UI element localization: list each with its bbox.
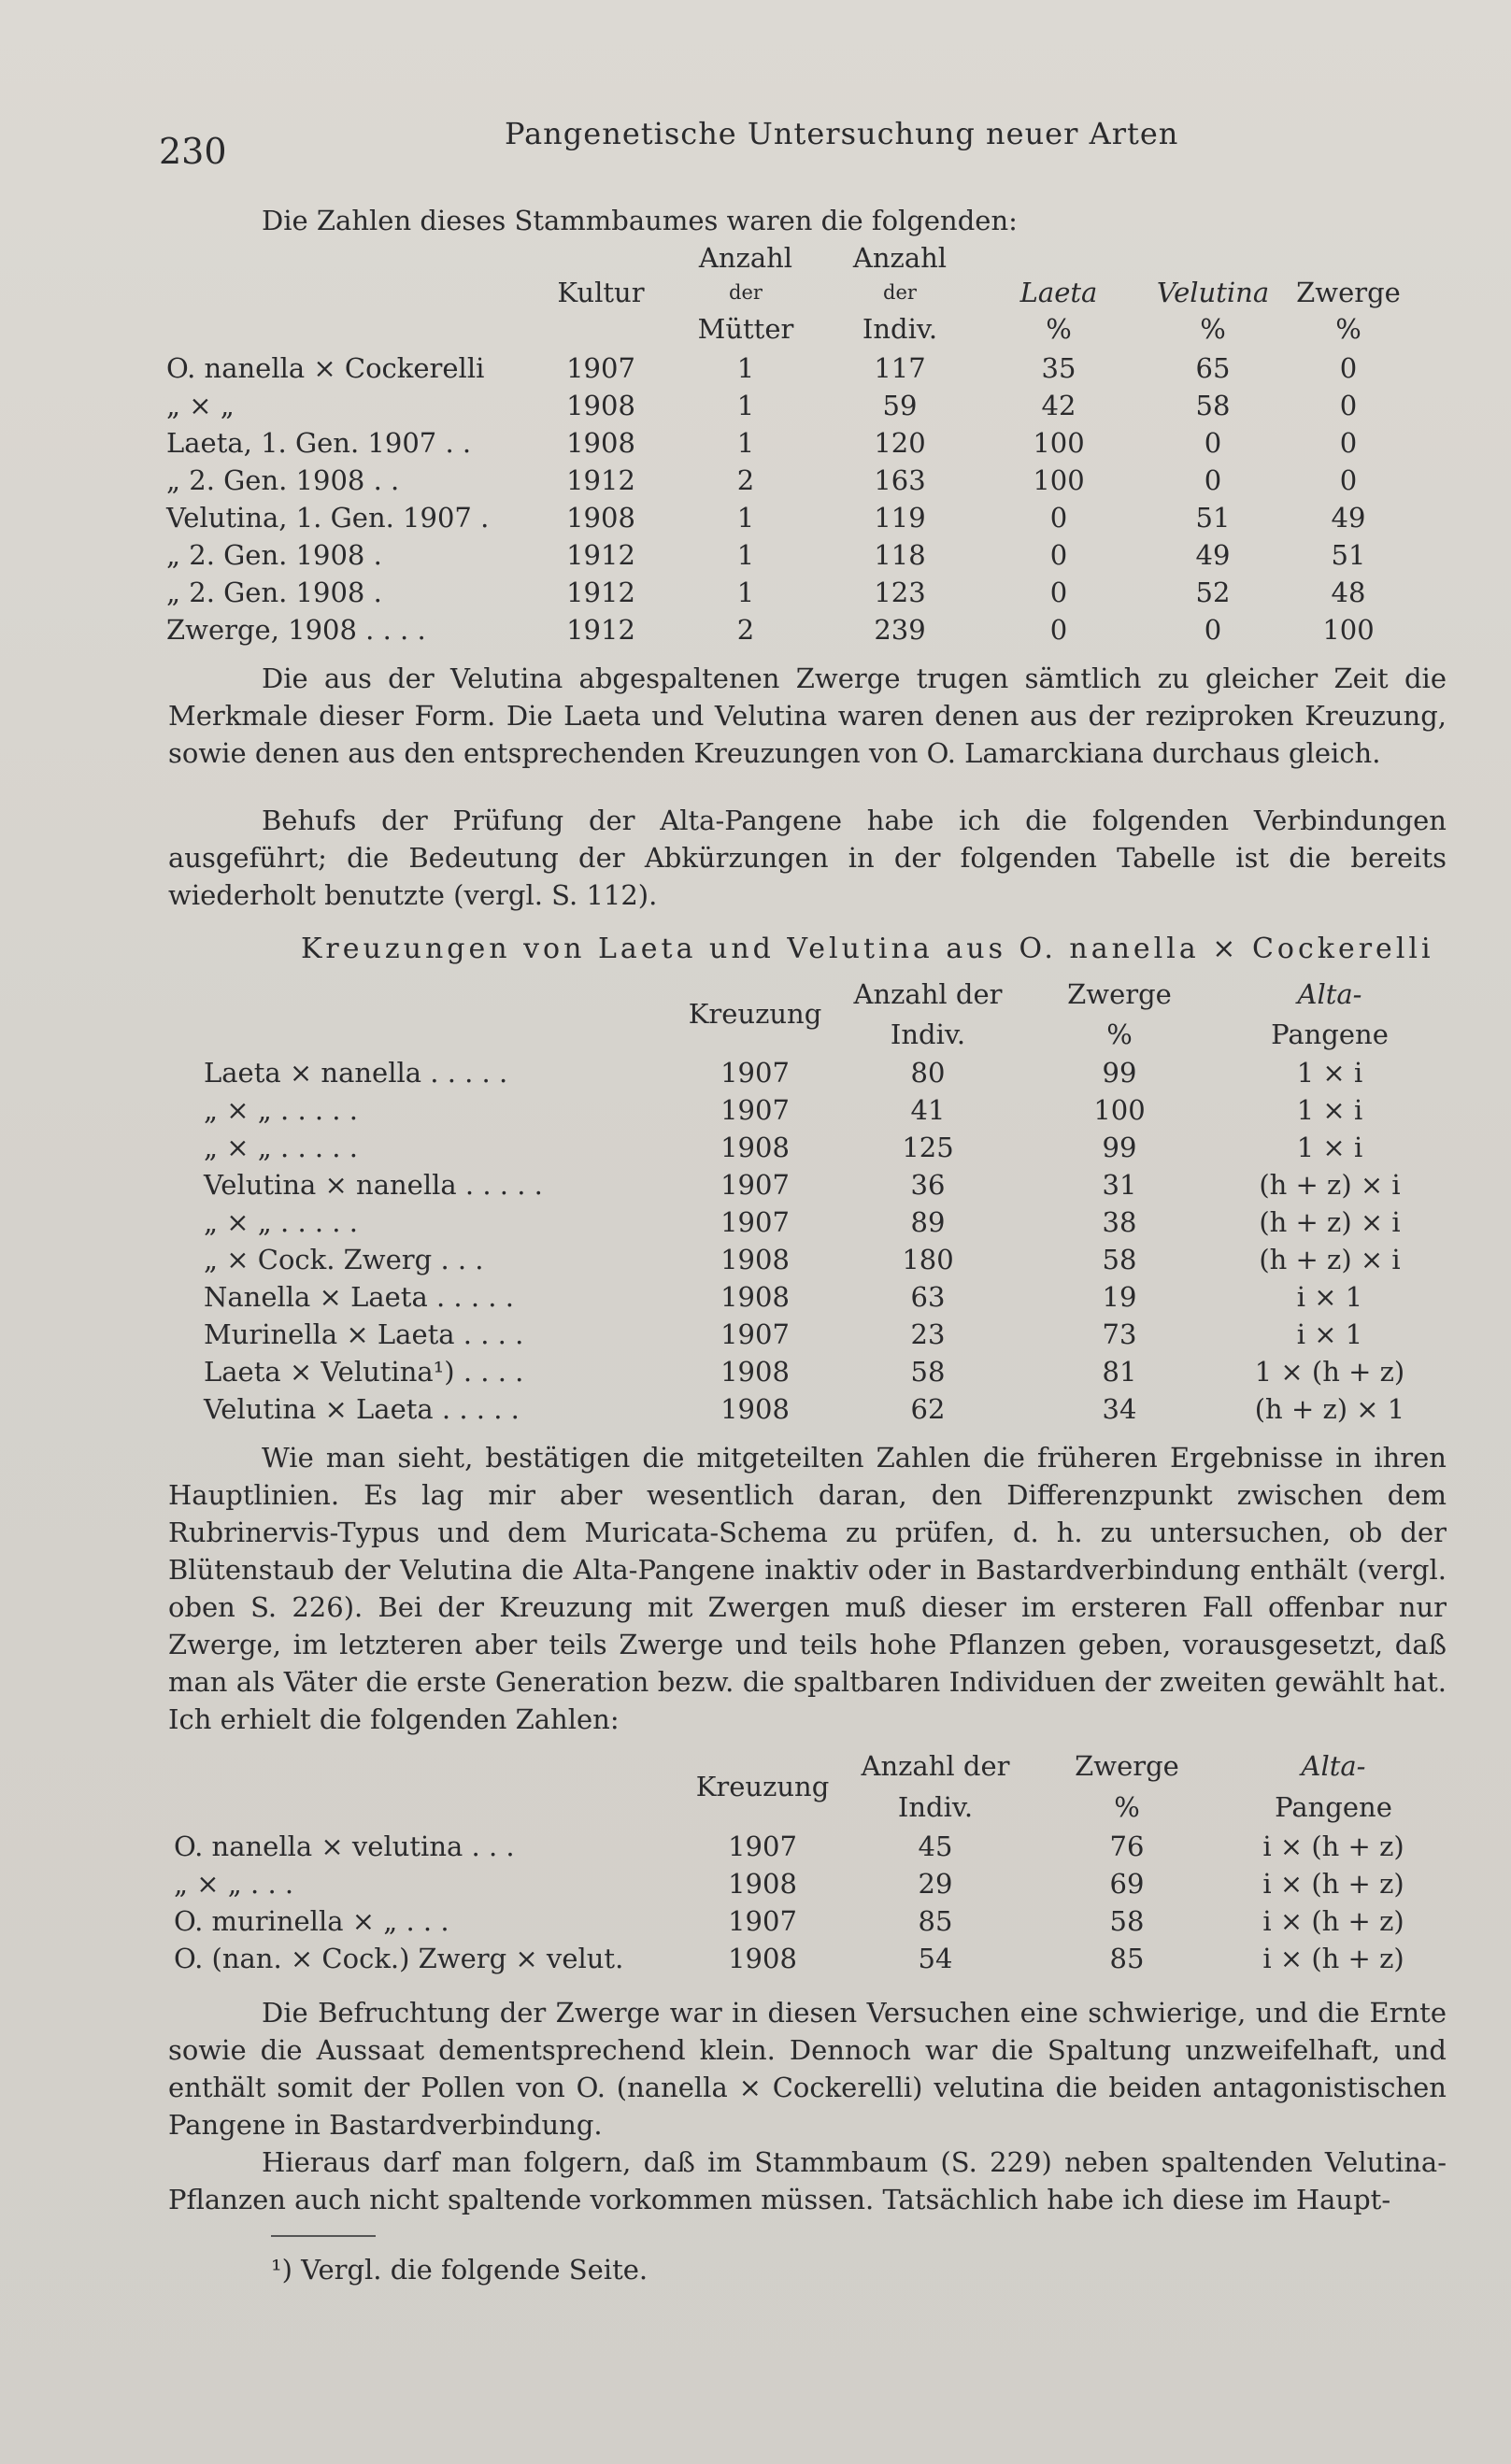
table-cell: i × (h + z) — [1262, 1905, 1404, 1937]
table-cell: 1912 — [566, 539, 635, 571]
footnote: ¹) Vergl. die folgende Seite. — [271, 2254, 649, 2286]
row-label: Laeta × nanella . . . . . — [204, 1057, 508, 1089]
row-label: „ × „ . . . — [174, 1868, 294, 1900]
table-cell: 1908 — [720, 1244, 790, 1275]
row-label: „ × „ . . . . . — [204, 1132, 358, 1163]
table-cell: 85 — [1109, 1943, 1145, 1974]
table-cell: i × (h + z) — [1262, 1868, 1404, 1900]
table-cell: 0 — [1049, 539, 1068, 571]
col-indiv: Indiv. — [862, 313, 938, 345]
row-label: Laeta × Velutina¹) . . . . — [204, 1356, 524, 1388]
col-zwerge: Zwerge — [1075, 1750, 1179, 1782]
table-cell: 1907 — [720, 1206, 790, 1238]
table-cell: 62 — [910, 1393, 946, 1425]
table-cell: 0 — [1339, 427, 1358, 459]
table-cell: 1 × (h + z) — [1254, 1356, 1405, 1388]
row-label: O. nanella × velutina . . . — [174, 1830, 515, 1862]
table-row — [204, 1129, 1447, 1166]
table-row — [204, 1054, 1447, 1091]
table-row — [174, 1940, 1447, 1977]
row-label: Velutina × nanella . . . . . — [204, 1169, 543, 1201]
col-anzahl-muetter-1: Anzahl — [698, 242, 793, 274]
table-row — [204, 1241, 1447, 1278]
table-cell: 59 — [882, 390, 918, 421]
row-label: „ × „ . . . . . — [204, 1206, 358, 1238]
running-title: Pangenetische Untersuchung neuer Arten — [505, 116, 1179, 151]
table-cell: 100 — [1093, 1094, 1146, 1126]
table-cell: 1908 — [728, 1868, 797, 1900]
col-alta: Alta- — [1297, 978, 1362, 1010]
table-cell: (h + z) × 1 — [1254, 1393, 1405, 1425]
table-cell: 35 — [1041, 352, 1076, 384]
row-label: „ 2. Gen. 1908 . — [166, 539, 382, 571]
table-row — [204, 1278, 1447, 1316]
pedigree-table — [166, 239, 1409, 648]
paragraph-3: Wie man sieht, bestätigen die mitgeteilten Zahlen die früheren Ergebnisse in ihren Hauptlinien. Es lag mir aber wesentlich daran, den Differenzpunkt zwischen dem Rubrinervis-Typus und dem Muricata-Schema zu prüfen, d. h. zu untersuchen, ob der Blütenstaub der Velutina die Alta-Pangene inaktiv oder in Bastardverbindung enthält (vergl. oben S. 226). Bei der Kreuzung mit Zwergen muß dieser im ersteren Fall offenbar nur Zwerge, im letzteren aber teils Zwerge und teils hohe Pflanzen geben, vorausgesetzt, daß man als Väter die erste Generation bezw. die spaltbaren Individuen der zweiten gewählt hat. Ich erhielt die folgenden Zahlen: — [168, 1442, 1447, 1735]
table-cell: 1 — [736, 539, 755, 571]
table-cell: 49 — [1195, 539, 1231, 571]
table-cell: 1907 — [566, 352, 635, 384]
table-cell: 0 — [1204, 464, 1222, 496]
table-cell: 54 — [918, 1943, 953, 1974]
col-pangene: Pangene — [1275, 1791, 1392, 1823]
table-cell: 80 — [910, 1057, 946, 1089]
table-row — [204, 1204, 1447, 1241]
table-cell: 69 — [1109, 1868, 1145, 1900]
row-label: „ × „ — [166, 390, 235, 421]
page-number: 230 — [159, 131, 227, 172]
table-row — [166, 536, 1409, 574]
table-cell: i × (h + z) — [1262, 1830, 1404, 1862]
table-row — [166, 611, 1409, 648]
col-indiv: Indiv. — [897, 1791, 974, 1823]
table-cell: 0 — [1339, 390, 1358, 421]
table-cell: (h + z) × i — [1259, 1206, 1401, 1238]
paragraph-4: Die Befruchtung der Zwerge war in diesen Versuchen eine schwierige, und die Ernte sowie die Aussaat dementsprechend klein. Dennoch war die Spaltung unzweifelhaft, und enthält somit der Pollen von O. (nanella × Cockerelli) velutina die beiden antagonistischen Pangene in Bastardverbindung. — [168, 1997, 1447, 2141]
row-label: O. murinella × „ . . . — [174, 1905, 449, 1937]
table-cell: 163 — [874, 464, 926, 496]
col-zwerge-pct: % — [1106, 1018, 1133, 1050]
table-cell: 1908 — [566, 390, 635, 421]
row-label: Murinella × Laeta . . . . — [204, 1318, 524, 1350]
table-cell: 63 — [910, 1281, 946, 1313]
table-cell: 99 — [1102, 1057, 1137, 1089]
col-kreuzung: Kreuzung — [695, 1771, 830, 1802]
row-label: Laeta, 1. Gen. 1907 . . — [166, 427, 472, 459]
col-zwerge-pct: % — [1114, 1791, 1140, 1823]
row-label: O. (nan. × Cock.) Zwerg × velut. — [174, 1943, 624, 1974]
table-cell: 38 — [1102, 1206, 1137, 1238]
table-cell: 19 — [1102, 1281, 1137, 1313]
table2-title: Kreuzungen von Laeta und Velutina aus O. nanella × Cockerelli — [301, 933, 1434, 965]
table-cell: 1 × i — [1296, 1132, 1363, 1163]
table-cell: 1908 — [728, 1943, 797, 1974]
table-cell: 65 — [1195, 352, 1231, 384]
table-cell: 0 — [1204, 614, 1222, 646]
row-label: Nanella × Laeta . . . . . — [204, 1281, 514, 1313]
row-label: „ × Cock. Zwerg . . . — [204, 1244, 484, 1275]
table-cell: 239 — [874, 614, 926, 646]
col-anzahl-der: Anzahl der — [861, 1750, 1010, 1782]
table-cell: 34 — [1102, 1393, 1137, 1425]
table-cell: 99 — [1102, 1132, 1137, 1163]
table-cell: 1 — [736, 427, 755, 459]
table-cell: 1 — [736, 352, 755, 384]
table-row — [166, 424, 1409, 462]
table-cell: (h + z) × i — [1259, 1244, 1401, 1275]
table-cell: 2 — [736, 614, 755, 646]
table-cell: 119 — [874, 502, 926, 534]
table-row — [166, 499, 1409, 536]
table1-intro: Die Zahlen dieses Stammbaumes waren die folgenden: — [262, 205, 1018, 236]
table-cell: 1908 — [720, 1356, 790, 1388]
table-row — [174, 1865, 1447, 1902]
table-cell: 0 — [1339, 352, 1358, 384]
paragraph-2: Behufs der Prüfung der Alta-Pangene habe ich die folgenden Verbindungen ausgeführt; die Bedeutung der Abkürzungen in der folgenden Tabelle ist die bereits wiederholt benutzte (vergl. S. 112). — [168, 805, 1447, 911]
col-laeta: Laeta — [1019, 277, 1098, 308]
table-cell: 48 — [1331, 577, 1366, 608]
col-zwerge-pct: % — [1335, 313, 1361, 345]
table-cell: 0 — [1049, 577, 1068, 608]
row-label: „ 2. Gen. 1908 . — [166, 577, 382, 608]
col-velutina-pct: % — [1200, 313, 1226, 345]
table-cell: 2 — [736, 464, 755, 496]
table-cell: 49 — [1331, 502, 1366, 534]
table-cell: 36 — [910, 1169, 946, 1201]
col-alta: Alta- — [1301, 1750, 1366, 1782]
col-pangene: Pangene — [1271, 1018, 1389, 1050]
table-cell: 0 — [1049, 502, 1068, 534]
table-cell: 118 — [874, 539, 926, 571]
table-cell: (h + z) × i — [1259, 1169, 1401, 1201]
table-row — [166, 349, 1409, 387]
table-cell: 117 — [874, 352, 926, 384]
table-cell: 1908 — [720, 1393, 790, 1425]
table-cell: 41 — [910, 1094, 946, 1126]
table-cell: 23 — [910, 1318, 946, 1350]
table-cell: 1907 — [720, 1094, 790, 1126]
table-cell: 120 — [874, 427, 926, 459]
table-cell: 1907 — [720, 1318, 790, 1350]
table-cell: 100 — [1033, 464, 1085, 496]
row-label: „ 2. Gen. 1908 . . — [166, 464, 400, 496]
table-cell: 1907 — [720, 1169, 790, 1201]
col-zwerge: Zwerge — [1296, 277, 1401, 308]
table-cell: 51 — [1331, 539, 1366, 571]
row-label: O. nanella × Cockerelli — [166, 352, 485, 384]
table-cell: 123 — [874, 577, 926, 608]
col-anzahl-der: Anzahl der — [853, 978, 1003, 1010]
table-cell: i × (h + z) — [1262, 1943, 1404, 1974]
table-row — [174, 1902, 1447, 1940]
table-cell: 29 — [918, 1868, 953, 1900]
table-cell: 1907 — [720, 1057, 790, 1089]
table-cell: 85 — [918, 1905, 953, 1937]
table-cell: 0 — [1049, 614, 1068, 646]
footnote-rule — [271, 2235, 376, 2237]
row-label: Velutina, 1. Gen. 1907 . — [166, 502, 490, 534]
table-row — [204, 1091, 1447, 1129]
paragraph-5: Hieraus darf man folgern, daß im Stammbaum (S. 229) neben spaltenden Velutina-Pflanzen auch nicht spaltende vorkommen müssen. Tatsächlich habe ich diese im Haupt- — [168, 2146, 1447, 2215]
table-cell: 1908 — [566, 427, 635, 459]
col-muetter: Mütter — [697, 313, 794, 345]
col-indiv: Indiv. — [890, 1018, 966, 1050]
table-cell: 76 — [1109, 1830, 1145, 1862]
crossing-table-1 — [204, 974, 1447, 1428]
table-cell: 1 — [736, 390, 755, 421]
table-cell: 0 — [1339, 464, 1358, 496]
table-cell: 1 × i — [1296, 1057, 1363, 1089]
table-cell: 100 — [1033, 427, 1085, 459]
crossing-table-2 — [174, 1745, 1447, 1977]
table-cell: 31 — [1102, 1169, 1137, 1201]
table-cell: 51 — [1195, 502, 1231, 534]
table-cell: 1912 — [566, 577, 635, 608]
table-cell: 58 — [1195, 390, 1231, 421]
table-cell: 73 — [1102, 1318, 1137, 1350]
table-cell: i × 1 — [1296, 1318, 1363, 1350]
table-row — [204, 1166, 1447, 1204]
col-zwerge: Zwerge — [1067, 978, 1172, 1010]
table-cell: 58 — [1102, 1244, 1137, 1275]
row-label: „ × „ . . . . . — [204, 1094, 358, 1126]
col-kreuzung: Kreuzung — [688, 998, 822, 1030]
table-row — [166, 574, 1409, 611]
table-row — [204, 1390, 1447, 1428]
row-label: Velutina × Laeta . . . . . — [204, 1393, 520, 1425]
table-cell: 1912 — [566, 464, 635, 496]
table-row — [174, 1828, 1447, 1865]
col-der-1: der — [729, 281, 763, 304]
col-laeta-pct: % — [1046, 313, 1072, 345]
table-cell: 1908 — [720, 1132, 790, 1163]
table-row — [204, 1316, 1447, 1353]
paragraph-1: Die aus der Velutina abgespaltenen Zwerge trugen sämtlich zu gleicher Zeit die Merkmale dieser Form. Die Laeta und Velutina waren denen aus der reziproken Kreuzung, sowie denen aus den entsprechenden Kreuzungen von O. Lamarckiana durchaus gleich. — [168, 662, 1447, 769]
table-cell: 1908 — [566, 502, 635, 534]
table-cell: i × 1 — [1296, 1281, 1363, 1313]
table-cell: 1908 — [720, 1281, 790, 1313]
table-row — [166, 462, 1409, 499]
col-anzahl-indiv-1: Anzahl — [852, 242, 948, 274]
table-cell: 100 — [1322, 614, 1375, 646]
table-cell: 1907 — [728, 1905, 797, 1937]
table-cell: 125 — [902, 1132, 954, 1163]
table-row — [204, 1353, 1447, 1390]
col-kultur: Kultur — [557, 277, 645, 308]
table-cell: 89 — [910, 1206, 946, 1238]
table-cell: 1907 — [728, 1830, 797, 1862]
table-cell: 1 — [736, 502, 755, 534]
table-cell: 45 — [918, 1830, 953, 1862]
table-cell: 42 — [1041, 390, 1076, 421]
row-label: Zwerge, 1908 . . . . — [166, 614, 426, 646]
table-cell: 1 — [736, 577, 755, 608]
col-der-2: der — [883, 281, 917, 304]
table-cell: 52 — [1195, 577, 1231, 608]
table-cell: 1 × i — [1296, 1094, 1363, 1126]
table-cell: 58 — [1109, 1905, 1145, 1937]
table-cell: 58 — [910, 1356, 946, 1388]
table-row — [166, 387, 1409, 424]
col-velutina: Velutina — [1156, 277, 1270, 308]
table-cell: 180 — [902, 1244, 954, 1275]
table-cell: 0 — [1204, 427, 1222, 459]
table-cell: 1912 — [566, 614, 635, 646]
table-cell: 81 — [1102, 1356, 1137, 1388]
